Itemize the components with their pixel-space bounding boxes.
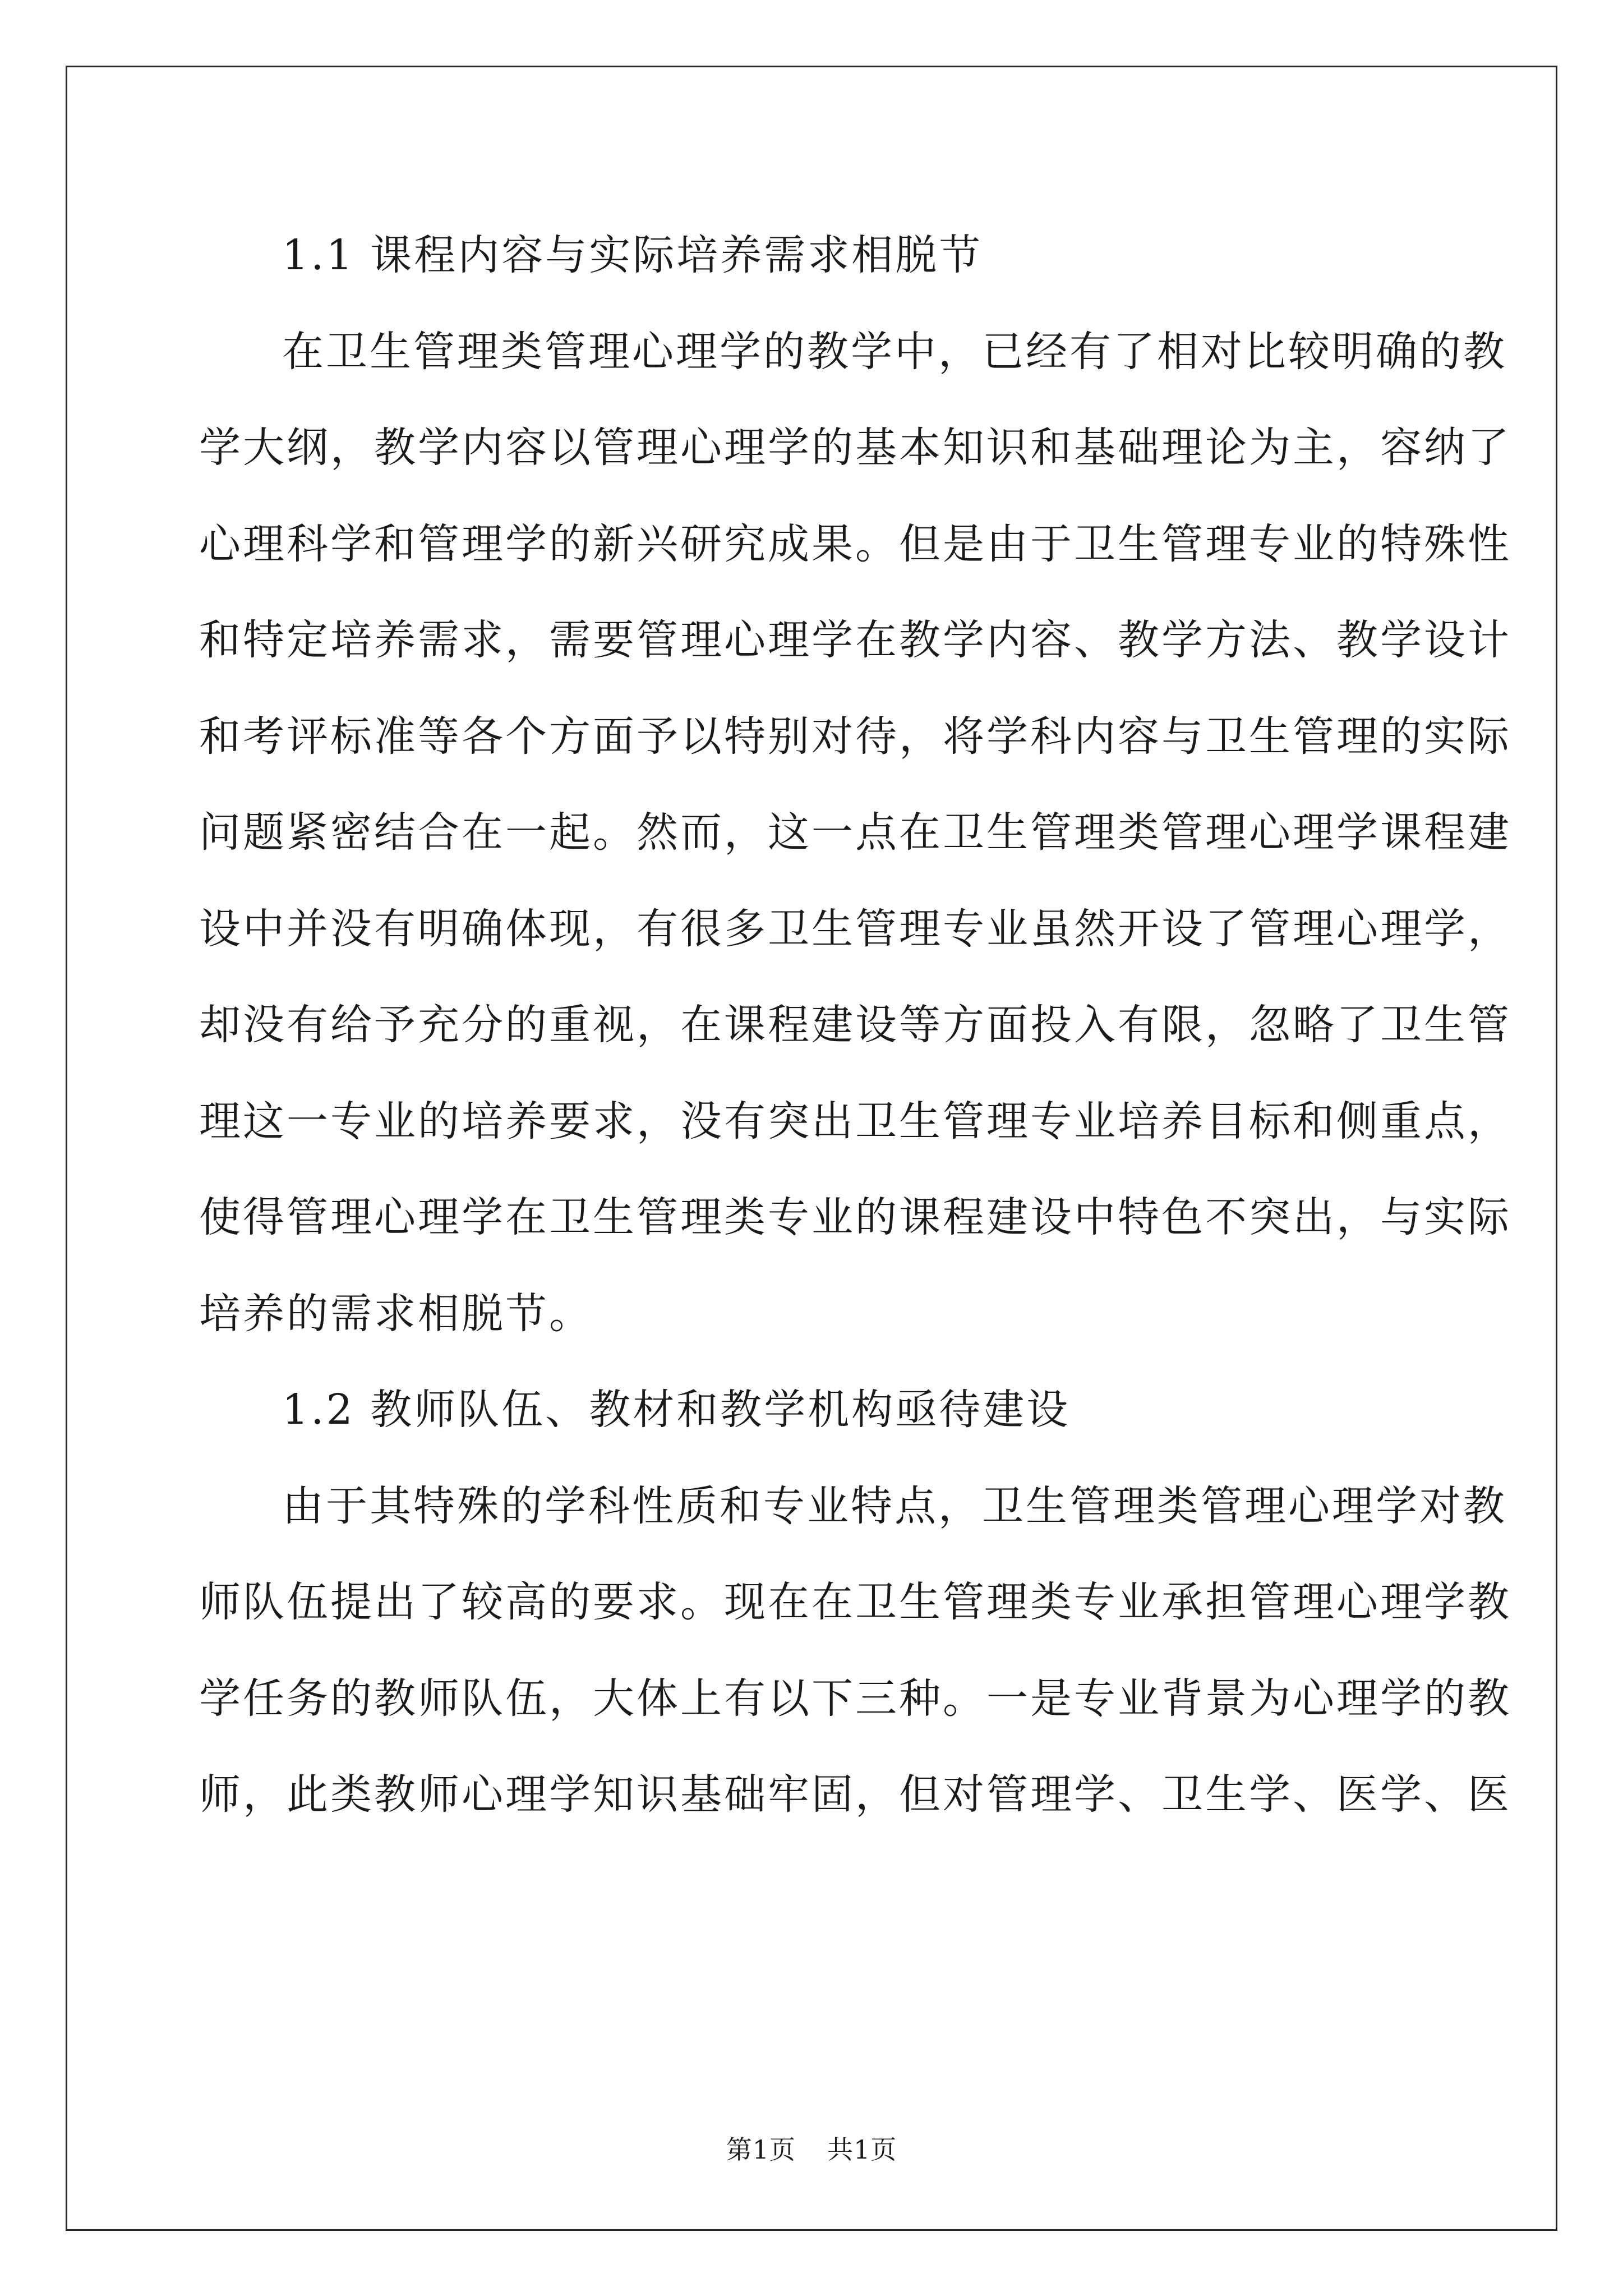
paragraph-line: 师队伍提出了较高的要求。现在在卫生管理类专业承担管理心理学教 <box>199 1578 1511 1626</box>
paragraph-line: 问题紧密结合在一起。然而，这一点在卫生管理类管理心理学课程建 <box>199 808 1511 857</box>
paragraph-line: 使得管理心理学在卫生管理类专业的课程建设中特色不突出，与实际 <box>199 1193 1511 1241</box>
paragraph-line: 在卫生管理类管理心理学的教学中，已经有了相对比较明确的教 <box>282 327 1507 376</box>
paragraph-line: 学大纲，教学内容以管理心理学的基本知识和基础理论为主，容纳了 <box>199 424 1511 472</box>
section-heading-1-1: 1.1 课程内容与实际培养需求相脱节 <box>282 231 983 279</box>
page-number-current: 第1页 <box>726 2134 796 2165</box>
section-heading-1-2: 1.2 教师队伍、教材和教学机构亟待建设 <box>282 1386 1071 1434</box>
paragraph-line: 师，此类教师心理学知识基础牢固，但对管理学、卫生学、医学、医 <box>199 1770 1511 1819</box>
paragraph-line: 和特定培养需求，需要管理心理学在教学内容、教学方法、教学设计 <box>199 616 1511 664</box>
page-number-total: 共1页 <box>827 2134 897 2165</box>
paragraph-line: 却没有给予充分的重视，在课程建设等方面投入有限，忽略了卫生管 <box>199 1001 1511 1049</box>
paragraph-line: 设中并没有明确体现，有很多卫生管理专业虽然开设了管理心理学， <box>199 904 1511 953</box>
paragraph-line: 心理科学和管理学的新兴研究成果。但是由于卫生管理专业的特殊性 <box>199 519 1511 568</box>
page-footer <box>0 2133 1623 2166</box>
paragraph-line: 由于其特殊的学科性质和专业特点，卫生管理类管理心理学对教 <box>282 1481 1507 1530</box>
paragraph-line: 理这一专业的培养要求，没有突出卫生管理专业培养目标和侧重点， <box>199 1097 1511 1145</box>
paragraph-line: 和考评标准等各个方面予以特别对待，将学科内容与卫生管理的实际 <box>199 712 1511 761</box>
paragraph-line: 培养的需求相脱节。 <box>199 1289 593 1338</box>
paragraph-line: 学任务的教师队伍，大体上有以下三种。一是专业背景为心理学的教 <box>199 1674 1511 1723</box>
document-body <box>199 208 1511 1843</box>
